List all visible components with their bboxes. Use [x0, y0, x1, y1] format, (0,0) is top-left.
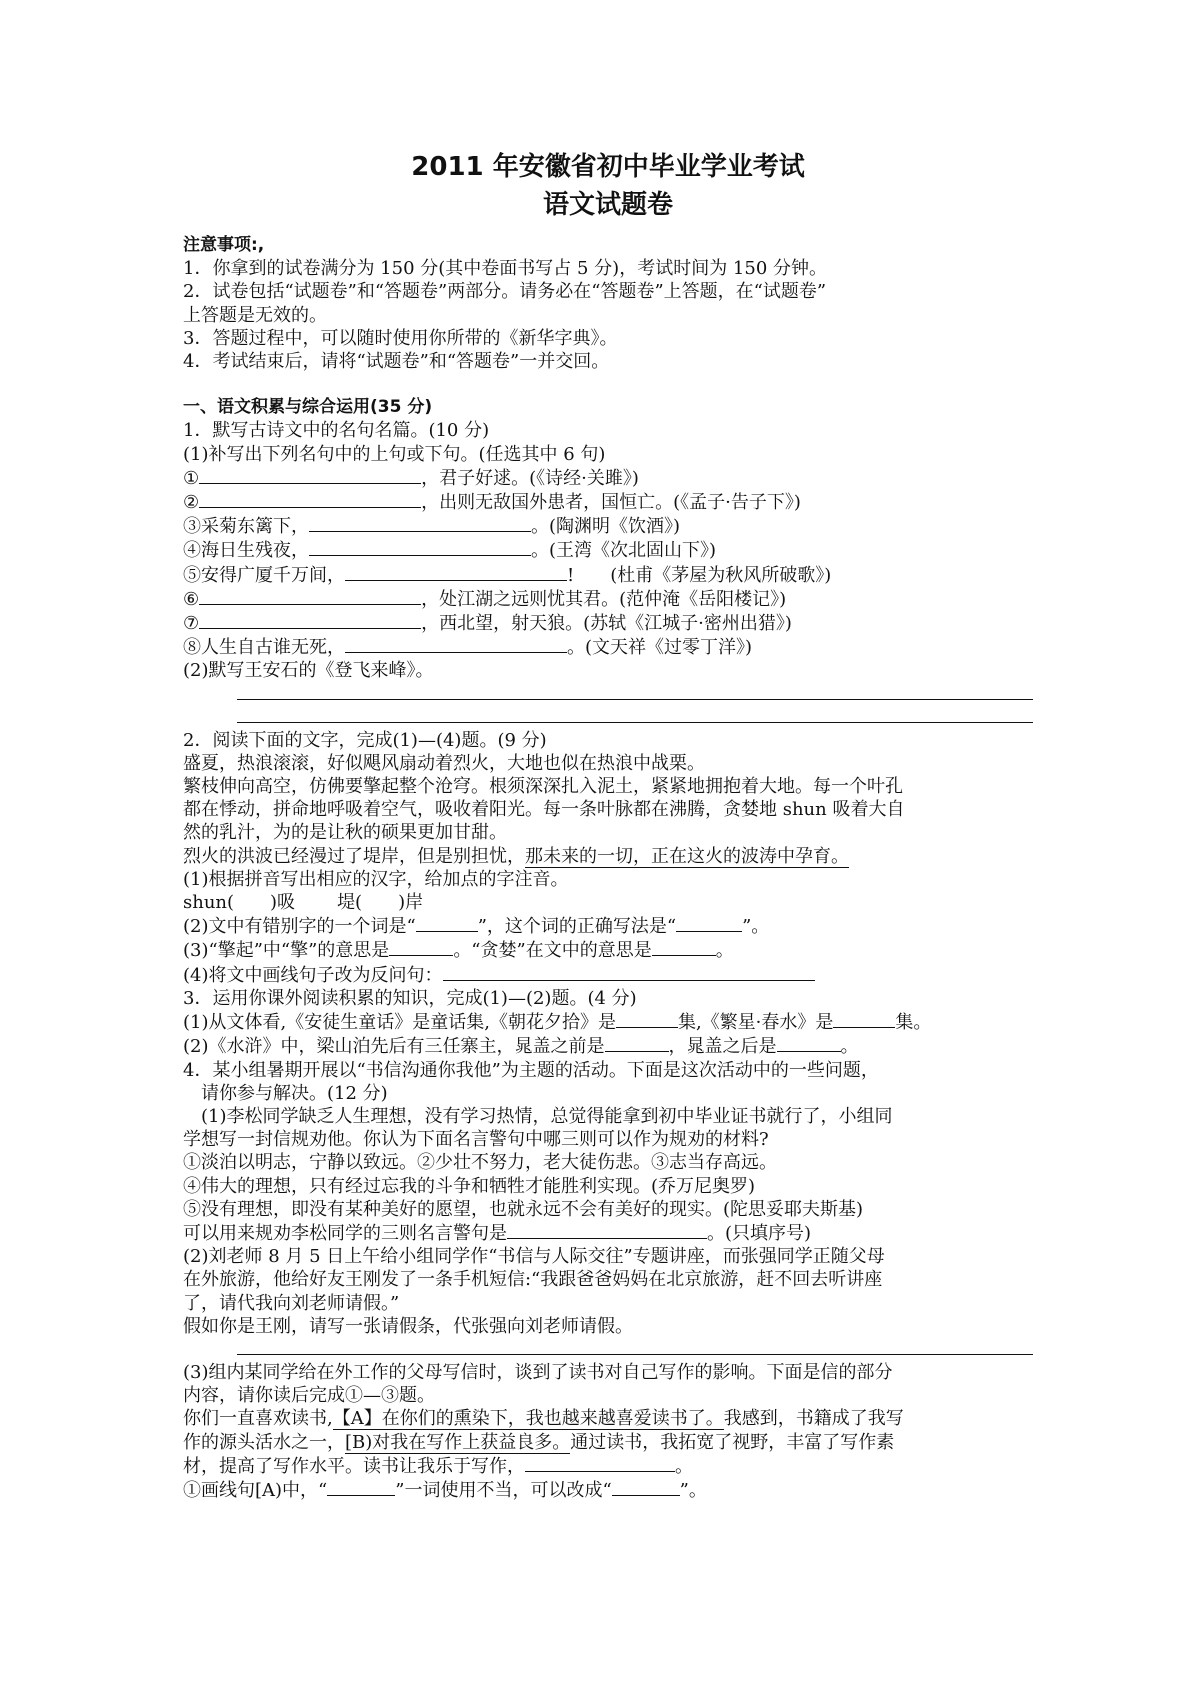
q4-part-2-line: 在外旅游，他给好友王刚发了一条手机短信:“我跟爸爸妈妈在北京旅游，赶不回去听讲座	[183, 1269, 883, 1291]
answer-blank[interactable]	[345, 563, 567, 581]
letter-line: 作的源头活水之一，[B)对我在写作上获益良多。通过读书，我拓宽了视野，丰富了写作素	[183, 1431, 895, 1453]
q4-part-3-question-1: ①画线句[A)中，“ ”一词使用不当，可以改成“ ”。	[183, 1479, 707, 1501]
answer-blank[interactable]	[345, 635, 567, 653]
exam-title	[183, 148, 1033, 224]
answer-blank[interactable]	[327, 1478, 395, 1496]
underlined-sentence-a: 【A】在你们的熏染下，我也越来越喜爱读书了。	[332, 1408, 724, 1430]
q2-part-3: (3)“擎起”中“擎”的意思是 。“贪婪”在文中的意思是 。	[183, 940, 734, 962]
answer-blank[interactable]	[652, 938, 716, 956]
q2-passage-line: 繁枝伸向高空，仿佛要擎起整个沧穹。根须深深扎入泥土，紧紧地拥抱着大地。每一个叶孔	[183, 776, 903, 798]
answer-blank[interactable]	[507, 1221, 707, 1239]
q4-part-1-line: ⑤没有理想，即没有某种美好的愿望，也就永远不会有美好的现实。(陀思妥耶夫斯基)	[183, 1198, 864, 1220]
title-line-2: 语文试题卷	[542, 190, 673, 220]
answer-blank[interactable]	[199, 587, 421, 605]
q4-part-1-line: ④伟大的理想，只有经过忘我的斗争和牺牲才能胜利实现。(乔万尼奥罗)	[183, 1175, 756, 1197]
q1-item-7: ⑦ ，西北望，射天狼。(苏轼《江城子·密州出猎》)	[183, 613, 792, 635]
q2-passage-line: 然的乳汁，为的是让秋的硕果更加甘甜。	[183, 822, 507, 844]
q2-passage-line: 烈火的洪波已经漫过了堤岸，但是别担忧，那未来的一切，正在这火的波涛中孕育。	[183, 845, 849, 867]
letter-line: 你们一直喜欢读书,【A】在你们的熏染下，我也越来越喜爱读书了。我感到，书籍成了我写	[183, 1408, 904, 1430]
q2-stem: 2．阅读下面的文字，完成(1)—(4)题。(9 分)	[183, 729, 547, 751]
q2-part-2: (2)文中有错别字的一个词是“ ”，这个词的正确写法是“ ”。	[183, 916, 770, 938]
q1-item-2: ② ，出则无敌国外患者，国恒亡。(《孟子·告子下》)	[183, 492, 801, 514]
answer-rule[interactable]	[237, 706, 1033, 723]
q4-part-3-line: (3)组内某同学给在外工作的父母写信时，谈到了读书对自己写作的影响。下面是信的部分	[183, 1361, 893, 1383]
q4-part-2-line: 了，请代我向刘老师请假。”	[183, 1292, 400, 1314]
exam-content	[183, 234, 1033, 1502]
answer-blank[interactable]	[309, 514, 531, 532]
q2-part-4: (4)将文中画线句子改为反问句：	[183, 963, 1033, 987]
answer-blank[interactable]	[605, 1034, 669, 1052]
q1-item-3: ③采菊东篱下， 。(陶渊明《饮酒》)	[183, 516, 681, 538]
q2-part-1-blanks: shun( )吸 堤( )岸	[183, 892, 424, 914]
title-line-1: 2011 年安徽省初中毕业学业考试	[411, 152, 805, 182]
answer-blank[interactable]	[525, 1454, 675, 1472]
notice-heading: 注意事项:,	[183, 235, 265, 255]
q3-stem: 3．运用你课外阅读积累的知识，完成(1)—(2)题。(4 分)	[183, 987, 637, 1009]
answer-blank[interactable]	[676, 914, 742, 932]
q4-part-2-line: (2)刘老师 8 月 5 日上午给小组同学作“书信与人际交往”专题讲座，而张强同学正随父母	[183, 1246, 885, 1268]
q1-stem: 1．默写古诗文中的名句名篇。(10 分)	[183, 420, 490, 442]
q3-part-2: (2)《水浒》中，梁山泊先后有三任寨主，晁盖之前是 ，晁盖之后是 。	[183, 1036, 859, 1058]
q1-sub2: (2)默写王安石的《登飞来峰》。	[183, 660, 434, 682]
notice-item: 2．试卷包括“试题卷”和“答题卷”两部分。请务必在“答题卷”上答题，在“试题卷”	[183, 281, 827, 303]
q4-part-1-answer: 可以用来规劝李松同学的三则名言警句是 。(只填序号)	[183, 1222, 812, 1244]
q1-item-1: ① ，君子好逑。(《诗经·关雎》)	[183, 467, 639, 489]
answer-blank[interactable]	[833, 1010, 895, 1028]
notice-item: 1．你拿到的试卷满分为 150 分(其中卷面书写占 5 分)，考试时间为 150 分钟。	[183, 258, 827, 280]
q4-part-3-line: 内容，请你读后完成①—③题。	[183, 1385, 435, 1407]
q1-item-5: ⑤安得广厦千万间， ! (杜甫《茅屋为秋风所破歌》)	[183, 564, 832, 586]
q4-part-2-line: 假如你是王刚，请写一张请假条，代张强向刘老师请假。	[183, 1315, 633, 1337]
notice-item: 3．答题过程中，可以随时使用你所带的《新华字典》。	[183, 327, 618, 349]
notice-item: 上答题是无效的。	[183, 304, 327, 326]
answer-blank[interactable]	[416, 914, 478, 932]
answer-blank[interactable]	[612, 1478, 680, 1496]
answer-blank[interactable]	[199, 490, 421, 508]
q4-stem: 4．某小组暑期开展以“书信沟通你我他”为主题的活动。下面是这次活动中的一些问题，	[183, 1059, 879, 1081]
q4-part-1-line: (1)李松同学缺乏人生理想，没有学习热情，总觉得能拿到初中毕业证书就行了，小组同	[201, 1105, 893, 1127]
q4-stem: 请你参与解决。(12 分)	[201, 1082, 388, 1104]
answer-blank[interactable]	[389, 938, 453, 956]
q4-part-1-line: 学想写一封信规劝他。你认为下面名言警句中哪三则可以作为规劝的材料?	[183, 1129, 769, 1151]
q2-part-1: (1)根据拼音写出相应的汉字，给加点的字注音。	[183, 868, 569, 890]
q1-sub1: (1)补写出下列名句中的上句或下句。(任选其中 6 句)	[183, 443, 606, 465]
answer-blank[interactable]	[309, 538, 531, 556]
q1-item-6: ⑥ ，处江湖之远则忧其君。(范仲淹《岳阳楼记》)	[183, 588, 787, 610]
answer-rule[interactable]	[237, 683, 1033, 700]
answer-blank[interactable]	[199, 466, 421, 484]
answer-blank[interactable]	[777, 1034, 841, 1052]
answer-blank[interactable]	[443, 963, 815, 981]
section-1-heading: 一、语文积累与综合运用(35 分)	[183, 397, 433, 418]
q1-item-8: ⑧人生自古谁无死， 。(文天祥《过零丁洋》)	[183, 637, 753, 659]
q2-passage-line: 都在悸动，拼命地呼吸着空气，吸收着阳光。每一条叶脉都在沸腾，贪婪地 shun 吸着大自	[183, 799, 905, 821]
underlined-sentence: 那未来的一切，正在这火的波涛中孕育。	[525, 845, 849, 867]
answer-blank[interactable]	[616, 1010, 678, 1028]
answer-rule[interactable]	[237, 1338, 1033, 1355]
q2-passage-line: 盛夏，热浪滚滚，好似飓风扇动着烈火，大地也似在热浪中战栗。	[183, 752, 705, 774]
q3-part-1: (1)从文体看,《安徒生童话》是童话集,《朝花夕拾》是 集,《繁星·春水》是 集。	[183, 1012, 932, 1034]
q4-part-1-line: ①淡泊以明志，宁静以致远。②少壮不努力，老大徒伤悲。③志当存高远。	[183, 1152, 777, 1174]
answer-blank[interactable]	[199, 611, 421, 629]
letter-line: 材，提高了写作水平。读书让我乐于写作， 。	[183, 1455, 693, 1477]
q1-item-4: ④海日生残夜， 。(王湾《次北固山下》)	[183, 540, 717, 562]
exam-page	[183, 148, 1033, 1502]
underlined-sentence-b: [B)对我在写作上获益良多。	[345, 1431, 571, 1453]
notice-item: 4．考试结束后，请将“试题卷”和“答题卷”一并交回。	[183, 351, 610, 373]
